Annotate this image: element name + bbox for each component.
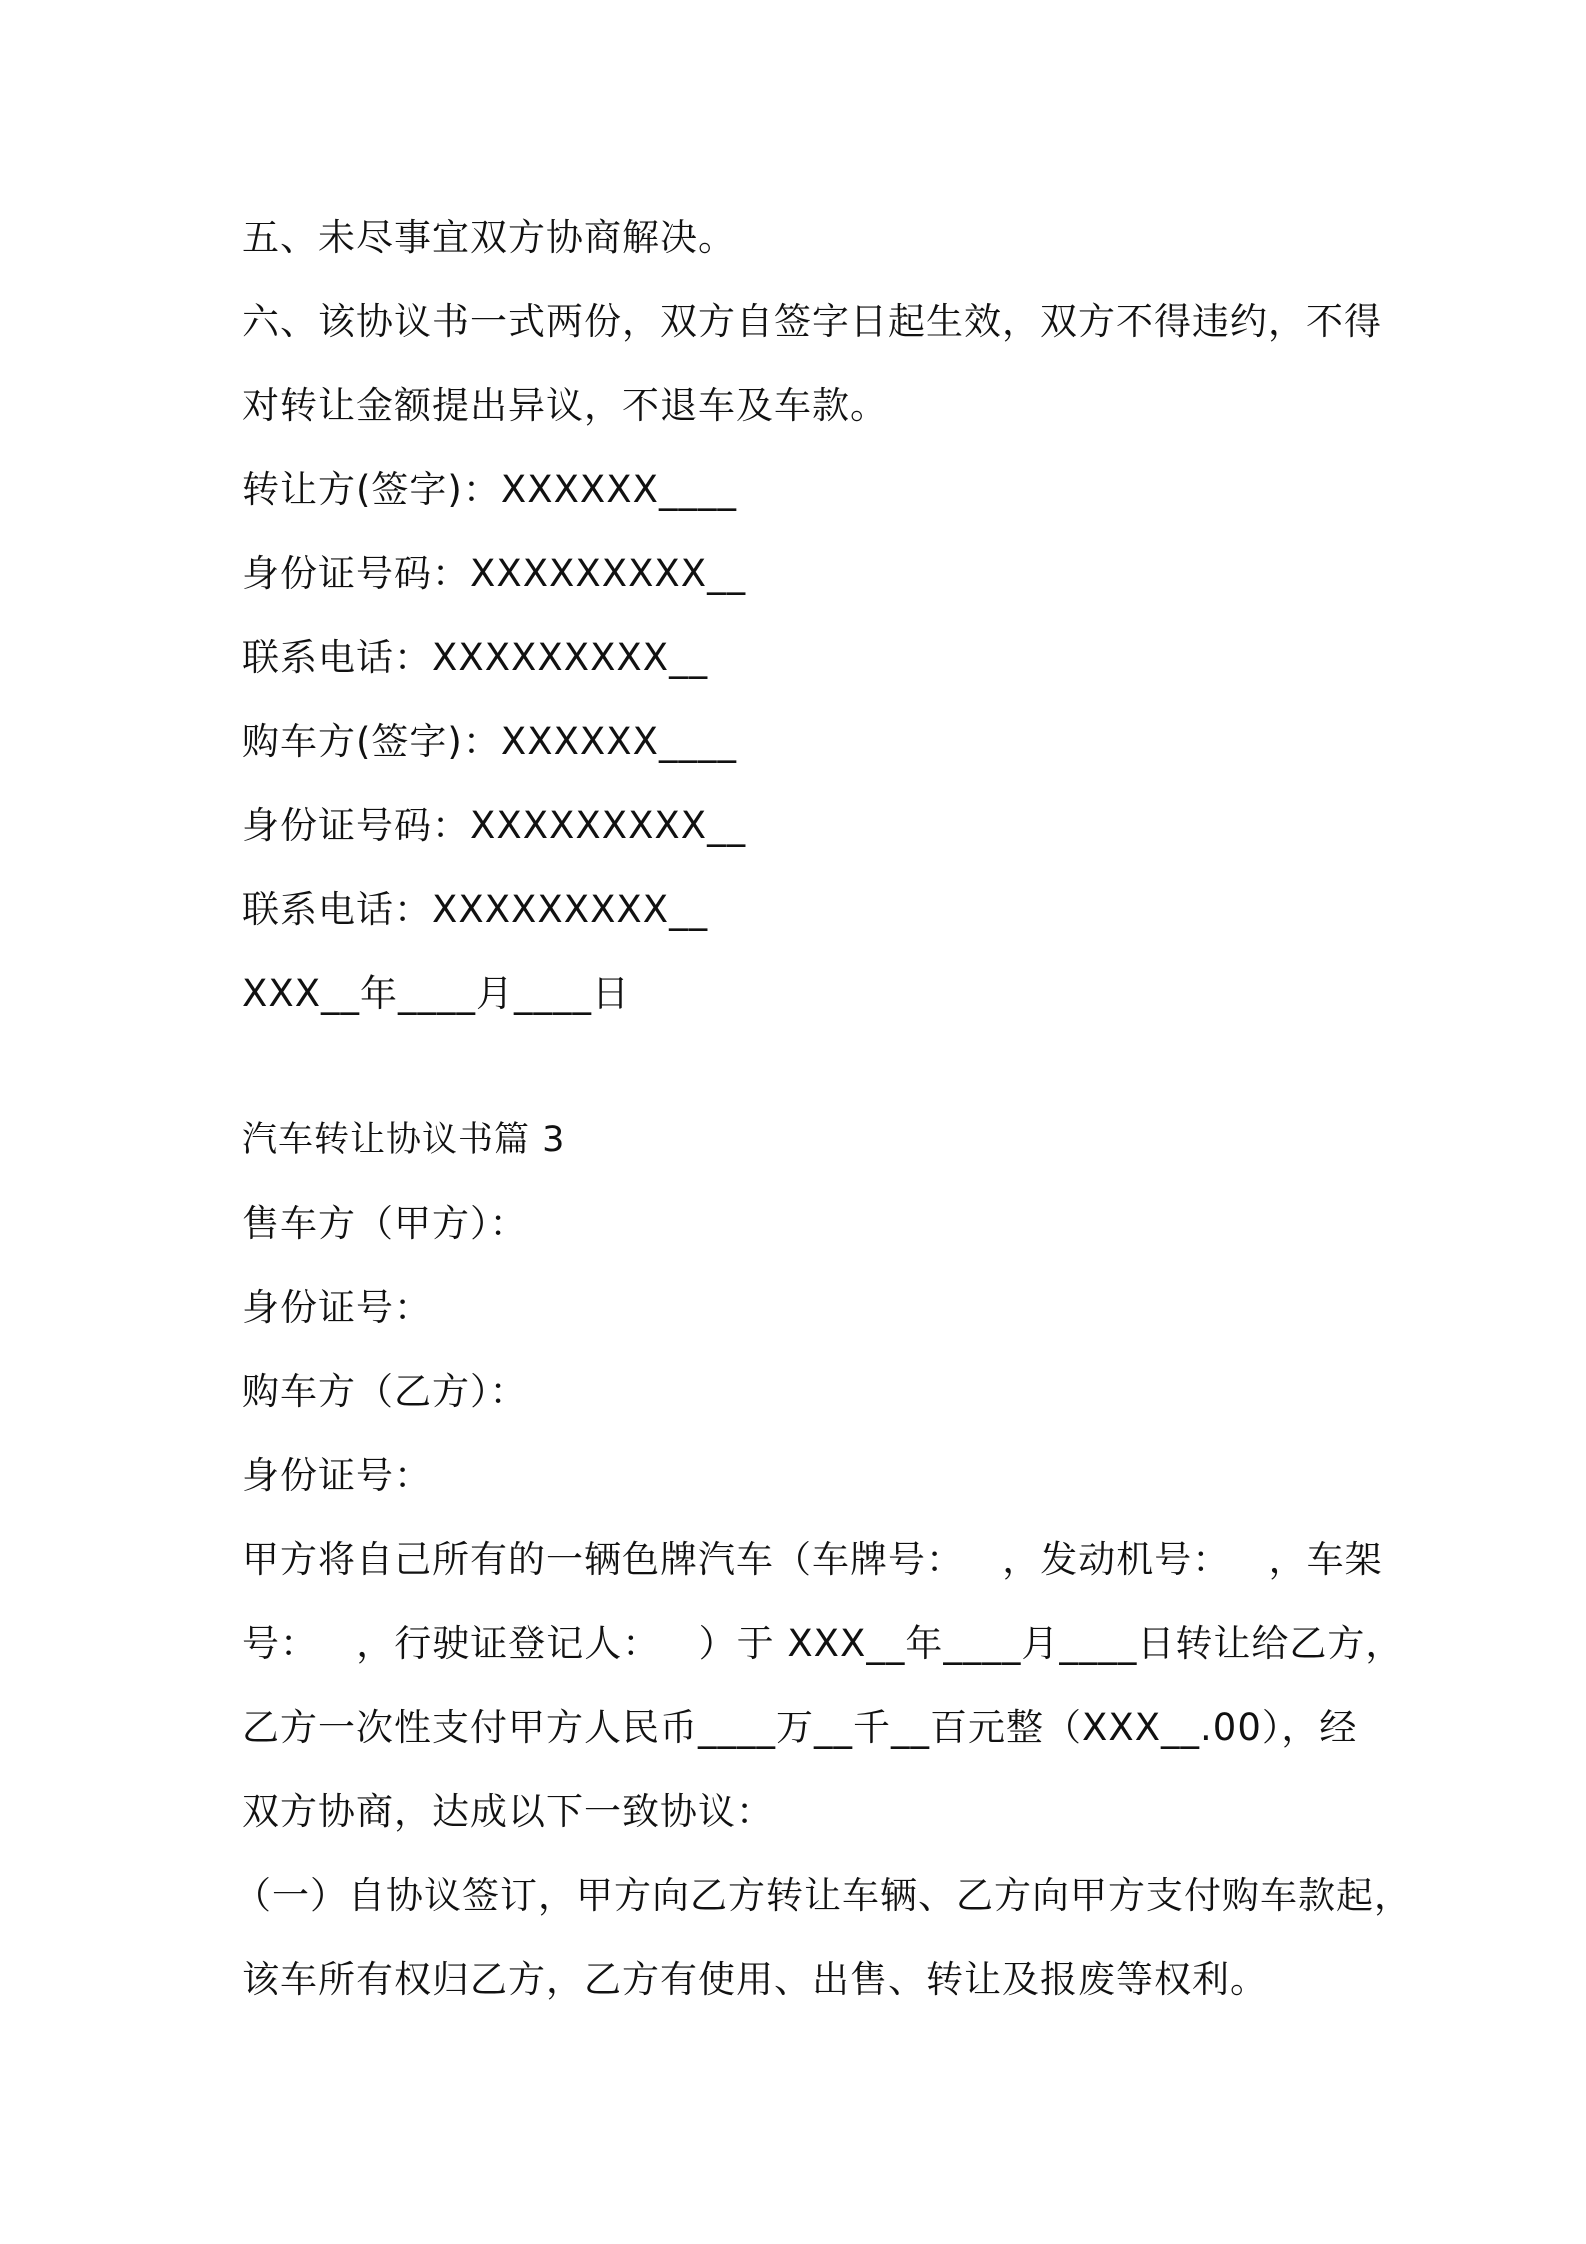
seller-id-label: 身份证号： — [242, 1286, 432, 1329]
clause-six-line-1: 六、该协议书一式两份，双方自签字日起生效，双方不得违约，不得 — [242, 300, 1382, 343]
date-field: XXX__年____月____日 — [242, 972, 631, 1015]
document-body — [234, 196, 1412, 2022]
article-one-line-2: 该车所有权归乙方，乙方有使用、出售、转让及报废等权利。 — [242, 1958, 1268, 2001]
transfer-paragraph-line-4: 双方协商，达成以下一致协议： — [242, 1790, 774, 1833]
clause-five: 五、未尽事宜双方协商解决。 — [242, 216, 736, 259]
seller-signature-field: 转让方(签字)：XXXXXX____ — [242, 468, 737, 511]
seller-id-number-field: 身份证号码：XXXXXXXXX__ — [242, 552, 747, 595]
buyer-party-label: 购车方（乙方）： — [242, 1370, 528, 1413]
buyer-id-label: 身份证号： — [242, 1454, 432, 1497]
transfer-paragraph-line-2: 号： ，行驶证登记人： ）于 XXX__年____月____日转让给乙方， — [242, 1622, 1404, 1665]
clause-six-line-2: 对转让金额提出异议，不退车及车款。 — [242, 384, 888, 427]
buyer-signature-field: 购车方(签字)：XXXXXX____ — [242, 720, 737, 763]
section-title: 汽车转让协议书篇 3 — [242, 1120, 566, 1160]
seller-phone-field: 联系电话：XXXXXXXXX__ — [242, 636, 709, 679]
buyer-id-number-field: 身份证号码：XXXXXXXXX__ — [242, 804, 747, 847]
seller-party-label: 售车方（甲方）： — [242, 1202, 528, 1245]
article-one-line-1: （一）自协议签订，甲方向乙方转让车辆、乙方向甲方支付购车款起， — [234, 1874, 1412, 1917]
section-gap — [242, 1036, 1382, 1098]
transfer-paragraph-line-1: 甲方将自己所有的一辆色牌汽车（车牌号： ，发动机号： ，车架 — [242, 1538, 1383, 1581]
buyer-phone-field: 联系电话：XXXXXXXXX__ — [242, 888, 709, 931]
transfer-paragraph-line-3: 乙方一次性支付甲方人民币____万__千__百元整（XXX__.00），经 — [242, 1706, 1358, 1749]
